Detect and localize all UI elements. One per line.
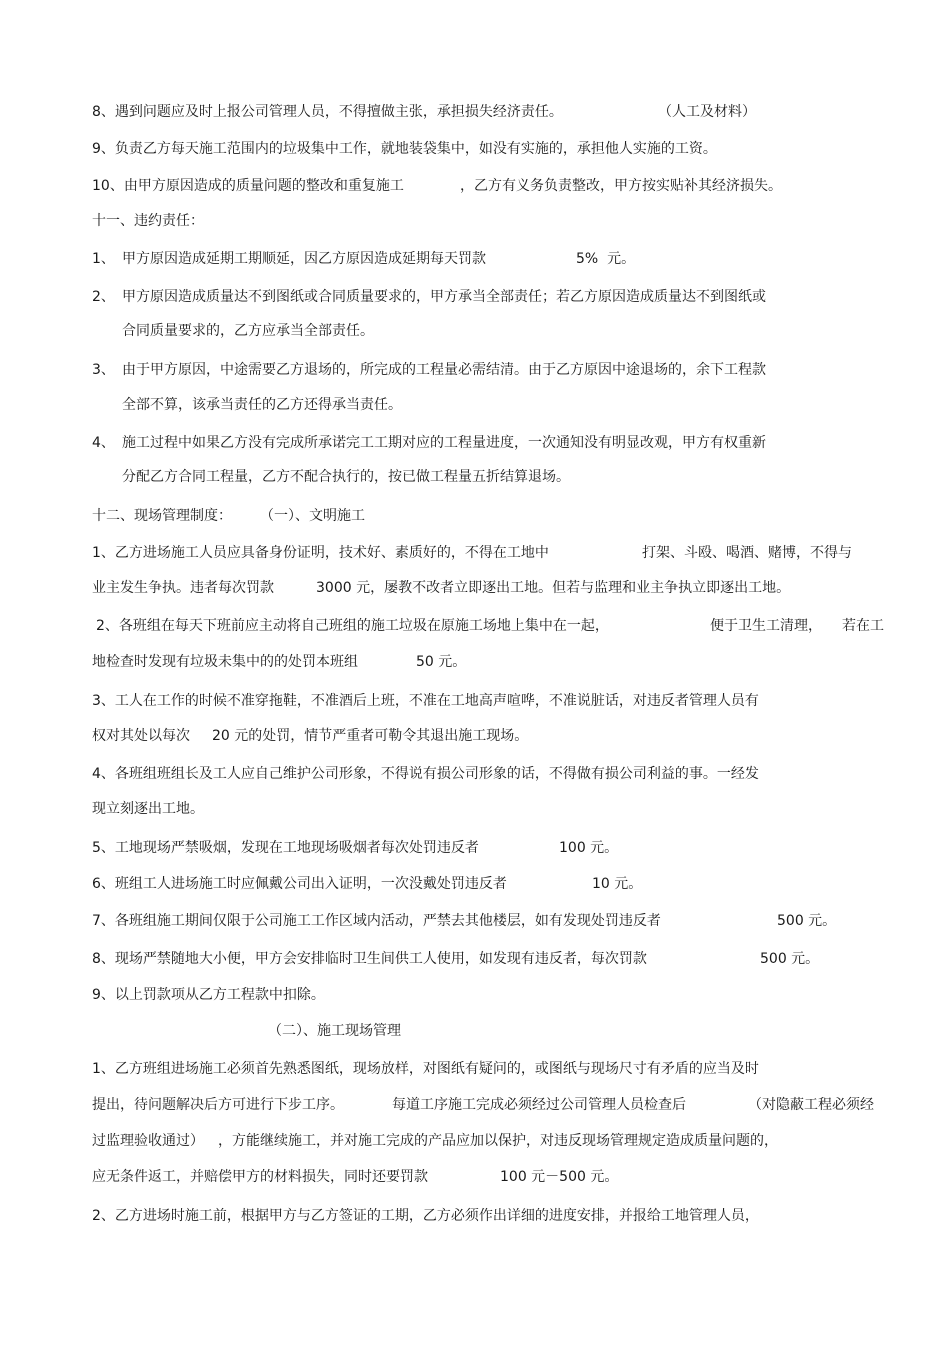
section-heading: 十一、违约责任： — [92, 213, 204, 229]
clause-line-cont: ，乙方有义务负责整改，甲方按实贴补其经济损失。 — [460, 178, 782, 194]
clause-line-cont: 3000 元，屡教不改者立即逐出工地。但若与监理和业主争执立即逐出工地。 — [316, 580, 791, 596]
clause-line: 合同质量要求的，乙方应承当全部责任。 — [122, 323, 374, 339]
penalty-value: 5% 元。 — [576, 251, 636, 267]
clause-line: 9、以上罚款项从乙方工程款中扣除。 — [92, 987, 325, 1003]
subsection-heading: （一）、文明施工 — [260, 508, 365, 524]
clause-line: 4、各班组班组长及工人应自己维护公司形象，不得说有损公司形象的话，不得做有损公司利益的事。一经发 — [92, 766, 759, 782]
clause-line: 7、各班组施工期间仅限于公司施工工作区域内活动，严禁去其他楼层，如有发现处罚违反者 — [92, 913, 661, 929]
clause-line: 3、工人在工作的时候不准穿拖鞋，不准酒后上班，不准在工地高声喧哗，不准说脏话，对违反者管理人员有 — [92, 693, 759, 709]
clause-line: 甲方原因造成延期工期顺延，因乙方原因造成延期每天罚款 — [122, 251, 486, 267]
item-number: 1、 — [92, 251, 115, 267]
clause-line: 2、各班组在每天下班前应主动将自己班组的施工垃圾在原施工场地上集中在一起， — [96, 618, 609, 634]
clause-line-cont: （对隐蔽工程必须经 — [748, 1097, 874, 1113]
clause-line: 权对其处以每次 — [92, 728, 190, 744]
clause-line: 全部不算，该承当责任的乙方还得承当责任。 — [122, 397, 402, 413]
clause-line: 8、现场严禁随地大小便，甲方会安排临时卫生间供工人使用，如发现有违反者，每次罚款 — [92, 951, 647, 967]
clause-line-cont: 20 元的处罚，情节严重者可勒令其退出施工现场。 — [212, 728, 529, 744]
clause-line: 1、乙方进场施工人员应具备身份证明，技术好、素质好的，不得在工地中 — [92, 545, 549, 561]
clause-line: 5、工地现场严禁吸烟，发现在工地现场吸烟者每次处罚违反者 — [92, 840, 479, 856]
clause-line: 分配乙方合同工程量，乙方不配合执行的，按已做工程量五折结算退场。 — [122, 469, 570, 485]
clause-line: 地检查时发现有垃圾未集中的的处罚本班组 — [92, 654, 358, 670]
clause-line: 甲方原因造成质量达不到图纸或合同质量要求的，甲方承当全部责任；若乙方原因造成质量达不到图纸或 — [122, 289, 766, 305]
penalty-value: 500 元。 — [777, 913, 837, 929]
clause-line: 9、负责乙方每天施工范围内的垃圾集中工作，就地装袋集中，如没有实施的，承担他人实施的工资。 — [92, 141, 717, 157]
clause-line-cont: 便于卫生工清理， — [710, 618, 822, 634]
clause-line: 由于甲方原因，中途需要乙方退场的，所完成的工程量必需结清。由于乙方原因中途退场的，余下工程款 — [122, 362, 766, 378]
penalty-value: 10 元。 — [592, 876, 643, 892]
subsection-heading: （二）、施工现场管理 — [268, 1023, 401, 1039]
clause-line: 现立刻逐出工地。 — [92, 801, 204, 817]
clause-line-cont: ，方能继续施工，并对施工完成的产品应加以保护，对违反现场管理规定造成质量问题的， — [218, 1133, 778, 1149]
penalty-value: 50 元。 — [416, 654, 467, 670]
clause-line: 提出，待问题解决后方可进行下步工序。 — [92, 1097, 344, 1113]
penalty-value: 500 元。 — [760, 951, 820, 967]
clause-line: 10、由甲方原因造成的质量问题的整改和重复施工 — [92, 178, 404, 194]
penalty-value: 100 元－500 元。 — [500, 1169, 619, 1185]
clause-line-cont: 若在工 — [842, 618, 884, 634]
clause-line: 应无条件返工，并赔偿甲方的材料损失，同时还要罚款 — [92, 1169, 428, 1185]
penalty-value: 100 元。 — [559, 840, 619, 856]
item-number: 2、 — [92, 289, 115, 305]
section-heading: 十二、现场管理制度： — [92, 508, 232, 524]
item-number: 4、 — [92, 435, 115, 451]
clause-line: 过监理验收通过） — [92, 1133, 204, 1149]
item-number: 3、 — [92, 362, 115, 378]
clause-line: 施工过程中如果乙方没有完成所承诺完工工期对应的工程量进度，一次通知没有明显改观，甲方有权重新 — [122, 435, 766, 451]
clause-line: 2、乙方进场时施工前，根据甲方与乙方签证的工期，乙方必须作出详细的进度安排，并报给工地管理人员， — [92, 1208, 759, 1224]
clause-line: 业主发生争执。违者每次罚款 — [92, 580, 274, 596]
clause-line-cont: 每道工序施工完成必须经过公司管理人员检查后 — [392, 1097, 686, 1113]
clause-line: 6、班组工人进场施工时应佩戴公司出入证明，一次没戴处罚违反者 — [92, 876, 507, 892]
clause-line-cont: 打架、斗殴、喝酒、赌博，不得与 — [642, 545, 852, 561]
clause-line: 1、乙方班组进场施工必须首先熟悉图纸，现场放样，对图纸有疑问的，或图纸与现场尺寸有矛盾的应当及时 — [92, 1061, 759, 1077]
clause-line-note: （人工及材料） — [658, 104, 756, 120]
clause-line: 8、遇到问题应及时上报公司管理人员，不得擅做主张，承担损失经济责任。 — [92, 104, 563, 120]
